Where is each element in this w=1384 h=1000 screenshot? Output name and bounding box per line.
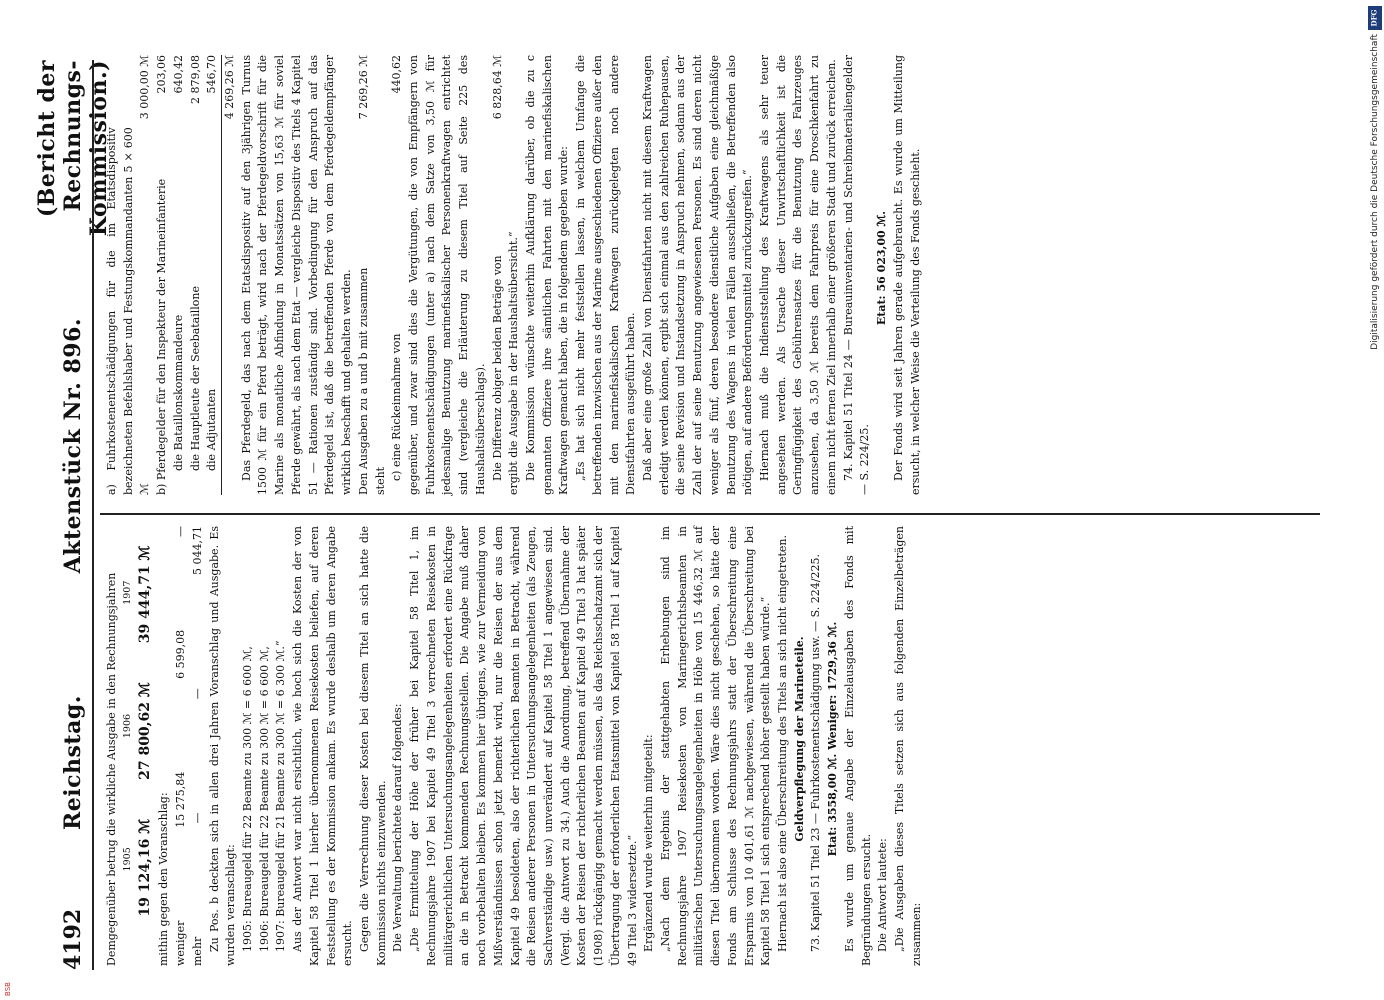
mehr-1905: — bbox=[190, 812, 204, 824]
item-b4-text: die Adjutanten bbox=[205, 388, 219, 471]
item-74: 74. Kapitel 51 Titel 24 — Bureauinventarien- und Schreibmaterialiengelder — S. 224/25. bbox=[841, 55, 872, 495]
dfg-logo-text: DFG bbox=[1369, 9, 1379, 27]
para: Die Verwaltung berichtete darauf folgendes: bbox=[391, 703, 405, 952]
side-note bbox=[1370, 34, 1384, 574]
sum-a-b-value: 7 269,26 ℳ bbox=[356, 55, 370, 120]
para: „Die Ausgaben dieses Titels setzen sich aus folgenden Einzelbeträgen zusammen: bbox=[893, 526, 923, 966]
para: Der Fonds wird seit Jahren gerade aufgebraucht. Es wurde um Mitteilung ersucht, in welcher Weise die Verteilung des Fonds geschieht. bbox=[891, 55, 922, 495]
side-note-text: Digitalisierung gefördert durch die Deutsche Forschungsgemeinschaft bbox=[1370, 34, 1380, 350]
para: Die Antwort lautete: bbox=[876, 838, 890, 952]
mithin-label: mithin gegen den Voranschlag: bbox=[157, 792, 171, 966]
item-b4 bbox=[204, 55, 221, 495]
dfg-logo bbox=[1368, 6, 1382, 30]
mehr-row bbox=[190, 526, 207, 966]
right-column bbox=[104, 55, 924, 495]
weniger-1905: 15 275,84 bbox=[174, 771, 188, 828]
para: Es wurde um genaue Angabe der Einzelausgaben des Fonds mit Begründungen ersucht. bbox=[842, 526, 873, 966]
column-divider bbox=[100, 513, 1320, 515]
item-b2-text: die Bataillonskommandeure bbox=[171, 314, 185, 471]
sum-a-b bbox=[356, 55, 373, 495]
item-c-text: c) eine Rückeinnahme von bbox=[390, 333, 404, 481]
weniger-1907: — bbox=[174, 526, 188, 538]
difference bbox=[490, 55, 507, 495]
item-b3-value: 2 879,08 bbox=[188, 55, 202, 104]
weniger-row bbox=[173, 526, 190, 966]
header-right-title: (Bericht der Rechnungs-Kommission.) bbox=[34, 59, 112, 237]
para: ergibt die Ausgabe in der Haushaltsübersicht.“ bbox=[507, 231, 521, 495]
item-b2 bbox=[171, 55, 188, 495]
item-b-text: b) Pferdegelder für den Inspekteur der Marineinfanterie bbox=[155, 178, 169, 495]
para: Die Kommission wünschte weiterhin Aufklärung darüber, ob die zu c genannten Offiziere ihre sämtlichen Fahrten mit den marinefiskalischen Kraftwagen gemacht haben, die in folgendem gegeben wurde: bbox=[523, 55, 571, 495]
item-b bbox=[154, 55, 171, 495]
item-a bbox=[104, 55, 154, 495]
para: gegenüber, und zwar sind dies die Vergütungen, die von Empfängern von Fuhrkostenentschädigungen (unter a) nach dem Satze von 3,50 ℳ für jedesmalige Benutzung marinefiskalischer Personenkraftwagen entrichtet sind (vergleiche die Erläuterung zu diesem Titel auf Seite 225 des Haushaltsüberschlags). bbox=[406, 55, 487, 495]
page-number: 4192 bbox=[60, 908, 86, 970]
para: Daß aber eine große Zahl von Dienstfahrten nicht mit diesem Kraftwagen erledigt werden können, ergibt sich einmal aus den zahlreichen Ruhepausen, die seine Revision und Instandsetzung in Anspruch nehmen, sodann aus der Zahl der auf seine Benutzung angewiesenen Personen. Es sind deren nicht weniger als fünf, deren besondere dienstliche Aufgaben eine gleichmäßige Benutzung des Wagens in vielen Fällen ausschließen, die Betreffenden also nötigen, auf andere Beförderungsmittel zurückzugreifen.“ bbox=[641, 55, 755, 495]
total-1906: 27 800,62 ℳ bbox=[137, 682, 154, 780]
section-heading: Geldverpflegung der Marineteile. bbox=[792, 636, 806, 842]
year-line-1905: 1905: Bureaugeld für 22 Beamte zu 300 ℳ = 6 600 ℳ, bbox=[241, 646, 255, 952]
header-left-title: Reichstag. bbox=[60, 695, 86, 830]
weniger-label: weniger bbox=[174, 920, 188, 966]
header-rule bbox=[92, 60, 94, 970]
etat-73: Etat: 3558,00 ℳ. Weniger: 1729,36 ℳ. bbox=[826, 621, 840, 857]
difference-value: 6 828,64 ℳ bbox=[490, 55, 504, 120]
para: „Nach dem Ergebnis der stattgehabten Erhebungen sind im Rechnungsjahre 1907 Reisekosten von Marinegerichtsbeamten in militärischen Untersuchungsangelegenheiten in Höhe von 15 446,32 ℳ auf diesen Titel übernommen worden. Wäre dies nicht geschehen, so hätte der Fonds am Schlusse des Rechnungsjahrs statt der Überschreitung eine Ersparnis von 10 401,61 ℳ nachgewiesen, während die Überschreitung bei Kapitel 58 Titel 1 sich entsprechend höher gestellt haben würde.“ bbox=[658, 526, 773, 966]
para: Demgegenüber betrug die wirkliche Ausgabe in den Rechnungsjahren bbox=[105, 572, 118, 966]
weniger-1906: 6 599,08 bbox=[174, 629, 188, 679]
para: „Die Ermittelung der Höhe der früher bei Kapitel 58 Titel 1, im Rechnungsjahre 1907 bei Kapitel 49 Titel 3 verrechneten Reisekosten in militärgerichtlichen Untersuchungsangelegenheiten erfordert eine Rückfrage an die in Betracht kommenden Rechnungsstellen. Die Angabe muß daher noch vorbehalten bleiben. Es kommen hier übrigens, wie zur Vermeidung von Mißverständnissen schon jetzt bemerkt wird, nur die Reisen der aus dem Kapitel 49 besoldeten, also der richterlichen Beamten in Betracht, während die Reisen anderer Personen in Untersuchungsangelegenheiten (als Zeugen, Sachverständige usw.) unverändert auf Kapitel 58 Titel 1 angewiesen sind. (Vergl. die Antwort zu 34.) Auch die Anordnung, betreffend Übernahme der Kosten der Reisen der richterlichen Beamten auf Kapitel 49 Titel 3 hat später (1908) rückgängig gemacht werden müssen, als das Reichsschatzamt sich der Übertragung der erforderlichen Etatsmittel von Kapitel 58 Titel 1 auf Kapitel 49 Titel 3 widersetzte.“ bbox=[408, 526, 639, 966]
item-b3 bbox=[188, 55, 205, 495]
totals-row bbox=[135, 526, 156, 966]
total-1905: 19 124,16 ℳ bbox=[137, 818, 154, 917]
sum-a-b-text: Den Ausgaben zu a und b mit zusammen bbox=[356, 267, 370, 495]
para: Gegen die Verrechnung dieser Kosten bei diesem Titel an sich hatte die Kommission nichts einzuwenden. bbox=[358, 526, 388, 966]
sum-line: 4 269,26 ℳ bbox=[221, 55, 239, 495]
item-b2-value: 640,42 bbox=[171, 55, 185, 94]
year-1905: 1905 bbox=[121, 847, 133, 872]
para: Hiernach muß die Indienststellung des Kraftwagens als sehr teuer angesehen werden. Als Ursache dieser Unwirtschaftlichkeit ist die Geringfügigkeit des Gebührensatzes für die Benutzung des Fahrzeuges anzusehen, da 3,50 ℳ bereits dem Fahrpreis für eine Droschkenfahrt zu einem nicht fernen Ziel innerhalb einer größeren Stadt und zurück erreichen. bbox=[758, 55, 838, 495]
item-c-value: 440,62 bbox=[390, 55, 404, 94]
item-a-value: 3 000,00 ℳ bbox=[138, 55, 152, 120]
left-column bbox=[104, 526, 925, 966]
mehr-1906: — bbox=[190, 688, 204, 700]
mehr-label: mehr bbox=[190, 936, 204, 966]
para: Das Pferdegeld, das nach dem Etatsdispositiv auf den 3jährigen Turnus 1500 ℳ für ein Pferd beträgt, wird nach der Pferdegeldvorschrift für die Marine als monatliche Abfindung in Monatssätzen von 15,63 ℳ für soviel Pferde gewährt, als nach dem Etat — vergleiche Dispositiv des Titels 4 Kapitel 51 — Rationen zuständig sind. Vorbedingung für den Anspruch auf das Pferdegeld ist, daß die betreffenden Pferde von dem Pferdegeldempfänger wirklich beschafft und gehalten werden. bbox=[239, 55, 354, 495]
para: steht bbox=[373, 466, 387, 495]
item-b3-text: die Hauptleute der Seebataillone bbox=[188, 285, 202, 471]
etat-74: Etat: 56 023,00 ℳ. bbox=[875, 210, 889, 326]
corner-mark: BSB bbox=[4, 982, 12, 996]
year-line-1906: 1906: Bureaugeld für 22 Beamte zu 300 ℳ = 6 600 ℳ, bbox=[257, 646, 271, 952]
total-1907: 39 444,71 ℳ bbox=[137, 545, 154, 644]
item-a-text: a) Fuhrkostenentschädigungen für die im Etatsdispositiv bezeichneten Befehlshaber und Festungskommandanten 5 × 600 ℳ bbox=[105, 127, 152, 495]
item-b-value: 203,06 bbox=[155, 55, 169, 94]
item-b4-value: 546,70 bbox=[205, 55, 219, 94]
item-73: 73. Kapitel 51 Titel 23 — Fuhrkostenentschädigung usw. — S. 224/225. bbox=[809, 554, 823, 952]
para: Zu Pos. b deckten sich in allen drei Jahren Voranschlag und Ausgabe. Es wurden veranschlagt: bbox=[207, 526, 238, 966]
year-line-1907: 1907: Bureaugeld für 21 Beamte zu 300 ℳ = 6 300 ℳ.“ bbox=[274, 640, 288, 952]
difference-text: Die Differenz obiger beiden Beträge von bbox=[490, 255, 504, 481]
year-row bbox=[121, 526, 135, 966]
year-1906: 1906 bbox=[121, 713, 133, 739]
para: Ergänzend wurde weiterhin mitgeteilt: bbox=[642, 734, 656, 952]
mehr-1907: 5 044,71 bbox=[190, 526, 204, 575]
item-c bbox=[389, 55, 406, 495]
para: „Es hat sich nicht mehr feststellen lassen, in welchem Umfange die betreffenden inzwischen aus der Marine ausgeschiedenen Offiziere außer den mit den marinefiskalischen Kraftwagen zurückgelegten noch andere Dienstfahrten ausgeführt haben. bbox=[574, 55, 638, 495]
para: Hiernach ist also eine Überschreitung des Titels an sich nicht eingetreten. bbox=[776, 535, 790, 952]
para: Aus der Antwort war nicht ersichtlich, wie hoch sich die Kosten der von Kapitel 58 Titel 1 hierher übernommenen Reisekosten beliefen, auf deren Feststellung es der Kommission ankam. Es wurde deshalb um deren Angabe ersucht. bbox=[291, 526, 355, 966]
doc-title: Aktenstück Nr. 896. bbox=[60, 317, 86, 574]
year-1907: 1907 bbox=[121, 580, 133, 605]
